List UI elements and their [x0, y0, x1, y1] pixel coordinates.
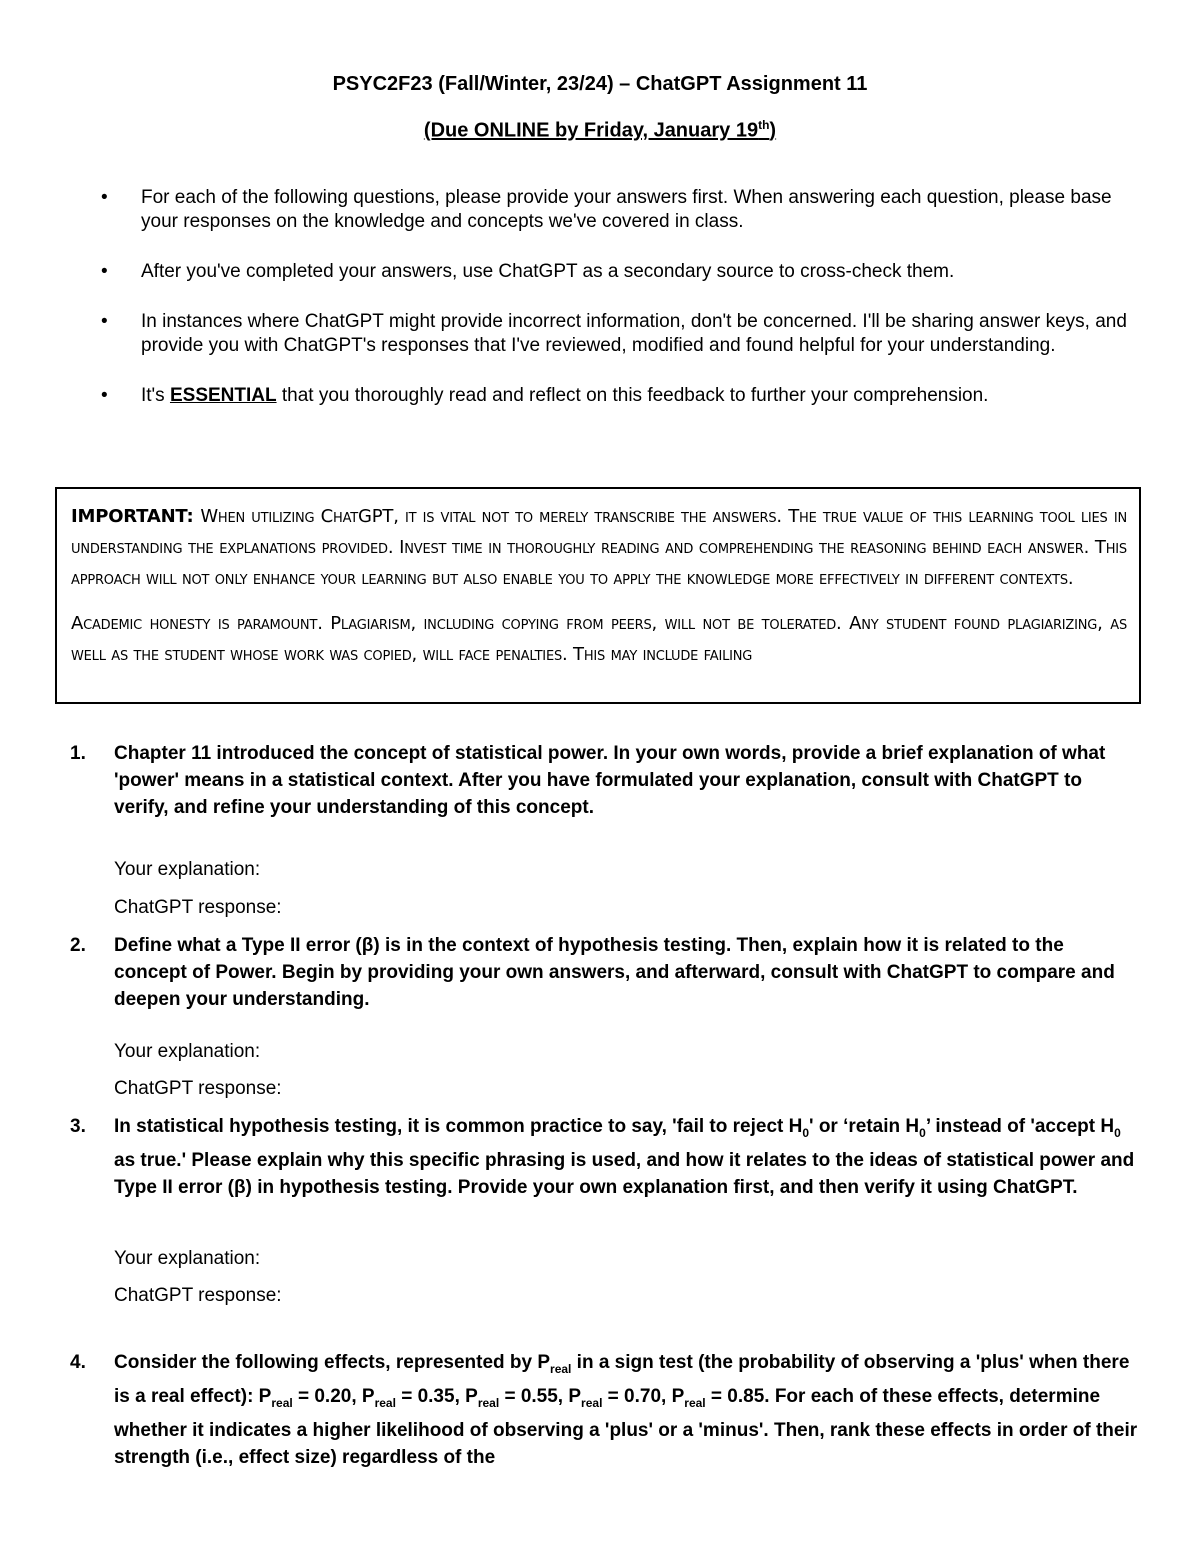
your-explanation-label: Your explanation: — [114, 1248, 261, 1269]
question-text-part: ' or ‘retain H — [809, 1116, 920, 1137]
question-number: 1. — [70, 743, 86, 764]
subscript: real — [550, 1361, 572, 1376]
due-date — [0, 118, 1200, 143]
instruction-text-post: that you thoroughly read and reflect on this feedback to further your comprehension. — [276, 385, 989, 406]
instruction-item — [100, 384, 1140, 408]
question-4 — [70, 1349, 1140, 1471]
important-text: When utilizing ChatGPT, it is vital not to merely transcribe the answers. The true value of this learning tool lies in understanding the explanations provided. Invest time in thoroughly reading and comprehending the reasoning behind each answer. This approach will not only enhance your learning but also enable you to apply the knowledge more effectively in different contexts. — [71, 506, 1127, 589]
subscript: real — [374, 1395, 396, 1410]
question-2 — [70, 932, 1140, 1013]
due-date-superscript: th — [758, 118, 770, 132]
question-3 — [70, 1113, 1140, 1201]
your-explanation-label: Your explanation: — [114, 1041, 261, 1062]
assignment-title: PSYC2F23 (Fall/Winter, 23/24) – ChatGPT Assignment 11 — [332, 73, 868, 95]
instruction-text-pre: It's — [141, 385, 170, 406]
important-paragraph — [71, 501, 1127, 594]
question-text — [114, 1113, 1140, 1201]
instruction-item — [100, 260, 1140, 284]
instruction-item — [100, 186, 1140, 234]
subscript: real — [477, 1395, 500, 1410]
question-text-part: = 0.55, P — [499, 1385, 582, 1407]
question-text — [114, 1349, 1140, 1471]
subscript: 0 — [919, 1125, 926, 1140]
question-text-part: = 0.35, P — [395, 1385, 478, 1407]
instruction-text: In instances where ChatGPT might provide incorrect information, don't be concerned. I'll be sharing answer keys, and provide you with ChatGPT's responses that I've reviewed, modified and found helpful for your understanding. — [141, 311, 1127, 356]
subscript: real — [684, 1395, 706, 1410]
question-text-part: Consider the following effects, represented by P — [114, 1352, 551, 1373]
question-number: 3. — [70, 1116, 86, 1137]
chatgpt-response-label: ChatGPT response: — [114, 1285, 282, 1306]
bullet-marker: • — [101, 311, 108, 332]
instruction-list — [100, 186, 1140, 434]
subscript: real — [581, 1395, 603, 1410]
important-notice-box — [55, 487, 1141, 704]
question-1 — [70, 740, 1140, 821]
subscript: 0 — [802, 1125, 810, 1140]
important-label: IMPORTANT: — [71, 506, 201, 527]
question-text-part: = 0.85. For each of these effects, determine whether it indicates a higher likelihood of observing a 'plus' or a 'minus'. Then, rank these effects in order of their strength (i.e., effect size) regardless of the — [114, 1385, 1138, 1468]
instruction-text: After you've completed your answers, use ChatGPT as a secondary source to cross-check them. — [141, 261, 955, 282]
question-text-part: = 0.20, P — [292, 1385, 375, 1407]
chatgpt-response-label: ChatGPT response: — [114, 897, 282, 918]
question-text: Define what a Type II error (β) is in the context of hypothesis testing. Then, explain how it is related to the concept of Power. Begin by providing your own answers, and afterward, consult with ChatGPT to compare and deepen your understanding. — [114, 935, 1115, 1010]
bullet-marker: • — [101, 261, 108, 282]
question-text-part: as true.' Please explain why this specific phrasing is used, and how it relates to the ideas of statistical power and Type II error (β) in hypothesis testing. Provide your own explanation first, and then verify it using ChatGPT. — [114, 1149, 1135, 1198]
question-text: Chapter 11 introduced the concept of statistical power. In your own words, provide a brief explanation of what 'power' means in a statistical context. After you have formulated your explanation, consult with ChatGPT to verify, and refine your understanding of this concept. — [114, 743, 1106, 818]
question-text-part: in a sign test (the probability of observing a 'plus' when there is a real effect): P — [114, 1352, 1130, 1407]
essential-emphasis: ESSENTIAL — [169, 385, 277, 406]
bullet-marker: • — [101, 187, 108, 208]
question-number: 4. — [70, 1352, 86, 1373]
question-text-part: In statistical hypothesis testing, it is common practice to say, 'fail to reject H — [114, 1116, 803, 1137]
question-number: 2. — [70, 935, 86, 956]
subscript: real — [271, 1395, 293, 1410]
academic-honesty-paragraph: Academic honesty is paramount. Plagiarism, including copying from peers, will not be tolerated. Any student found plagiarizing, as well as the student whose work was copied, will face penalties. This may include failing — [71, 613, 1127, 665]
instruction-item — [100, 310, 1140, 358]
chatgpt-response-label: ChatGPT response: — [114, 1078, 282, 1099]
due-date-close: ) — [769, 119, 777, 142]
question-text-part: ’ instead of 'accept H — [925, 1116, 1115, 1137]
question-text-part: = 0.70, P — [602, 1385, 685, 1407]
bullet-marker: • — [101, 385, 108, 406]
instruction-text: For each of the following questions, please provide your answers first. When answering each question, please base your responses on the knowledge and concepts we've covered in class. — [141, 187, 1112, 232]
your-explanation-label: Your explanation: — [114, 859, 261, 880]
subscript: 0 — [1114, 1125, 1121, 1140]
due-date-text: (Due ONLINE by Friday, January 19 — [423, 119, 759, 142]
